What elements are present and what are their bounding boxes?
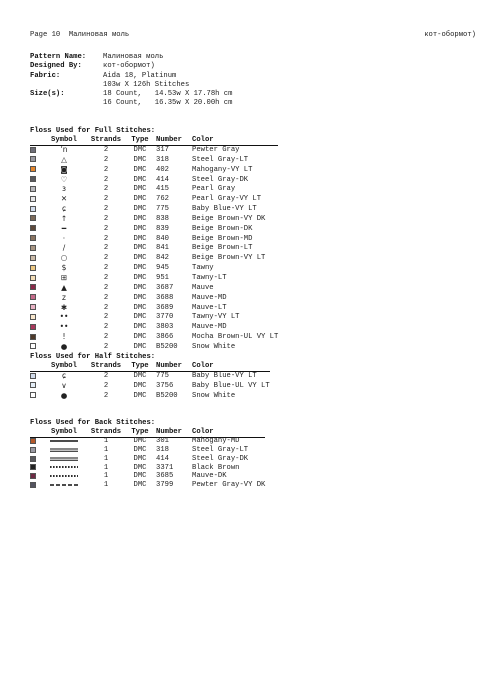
swatch-cell	[30, 473, 42, 482]
swatch-cell	[30, 264, 42, 274]
stitch-symbol: ○	[60, 253, 68, 263]
floss-type: DMC	[133, 195, 147, 204]
floss-row	[30, 166, 278, 176]
strands-value: 2	[103, 234, 109, 243]
swatch-cell	[30, 323, 42, 333]
color-swatch	[30, 265, 36, 271]
swatch-cell	[30, 156, 42, 166]
color-swatch	[30, 456, 36, 462]
floss-color-name: Tawny-VY LT	[192, 313, 240, 322]
stitch-symbol: ▲	[61, 282, 67, 292]
floss-number: 317	[156, 146, 169, 154]
floss-row	[30, 464, 265, 473]
col-color: Color	[192, 136, 214, 144]
designer-name: кот-обормот)	[103, 62, 155, 71]
fabric-type: Aida 18, Platinum	[103, 71, 177, 80]
stitch-symbol: ↑	[60, 213, 68, 223]
floss-row	[30, 225, 278, 235]
strands-value: 2	[103, 205, 109, 214]
color-swatch	[30, 438, 36, 444]
stitch-symbol: △	[61, 154, 67, 164]
col-type: Type	[131, 428, 149, 436]
color-swatch	[30, 245, 36, 251]
swatch-cell	[30, 254, 42, 264]
page-number: Page 10	[30, 31, 61, 39]
floss-color-name: Snow White	[192, 391, 236, 400]
symbol-cell	[42, 392, 86, 402]
color-swatch	[30, 482, 36, 488]
floss-number: 3799	[156, 481, 174, 490]
floss-color-name: Pewter Gray	[192, 146, 240, 154]
col-symbol: Symbol	[51, 136, 77, 144]
floss-color-name: Steel Gray-DK	[192, 175, 249, 184]
swatch-cell	[30, 382, 42, 392]
floss-color-name: Black Brown	[192, 463, 240, 472]
strands-value: 2	[103, 342, 109, 351]
page-header	[30, 31, 129, 39]
color-swatch	[30, 176, 36, 182]
floss-color-name: Baby Blue-VY LT	[192, 372, 257, 380]
back-stitches-title: Floss Used for Back Stitches:	[30, 419, 156, 427]
floss-type: DMC	[133, 264, 147, 273]
strands-value: 2	[103, 283, 109, 292]
swatch-cell	[30, 333, 42, 343]
color-swatch	[30, 255, 36, 261]
floss-color-name: Beige Brown-MD	[192, 234, 253, 243]
half-stitches-title: Floss Used for Half Stitches:	[30, 353, 156, 361]
swatch-cell	[30, 482, 42, 491]
col-type: Type	[131, 362, 149, 370]
floss-type: DMC	[133, 254, 147, 263]
backstitch-line-icon	[50, 464, 78, 470]
floss-row	[30, 244, 278, 254]
backstitch-line-icon	[50, 438, 78, 444]
floss-color-name: Mauve-DK	[192, 472, 227, 481]
floss-number: 951	[156, 273, 169, 282]
col-color: Color	[192, 428, 214, 436]
floss-color-name: Beige Brown-LT	[192, 244, 253, 253]
strands-value: 2	[103, 323, 109, 332]
color-swatch	[30, 464, 36, 470]
floss-number: B5200	[156, 391, 178, 400]
floss-type: DMC	[133, 446, 147, 455]
swatch-cell	[30, 274, 42, 284]
floss-row	[30, 456, 265, 465]
swatch-cell	[30, 235, 42, 245]
floss-number: 775	[156, 372, 169, 380]
fabric-label: Fabric:	[30, 71, 61, 80]
floss-type: DMC	[133, 333, 147, 342]
swatch-cell	[30, 215, 42, 225]
col-strands: Strands	[90, 136, 122, 144]
floss-number: 3371	[156, 463, 174, 472]
floss-number: 838	[156, 214, 169, 223]
floss-type: DMC	[133, 313, 147, 322]
floss-number: 3770	[156, 313, 174, 322]
floss-row	[30, 333, 278, 343]
floss-type: DMC	[133, 372, 147, 380]
strands-value: 1	[103, 454, 109, 463]
swatch-cell	[30, 438, 42, 447]
strands-value: 2	[103, 293, 109, 302]
floss-type: DMC	[133, 293, 147, 302]
strands-value: 1	[103, 446, 109, 455]
color-swatch	[30, 147, 36, 153]
color-swatch	[30, 225, 36, 231]
floss-color-name: Pewter Gray-VY DK	[192, 481, 266, 490]
floss-number: 301	[156, 437, 169, 446]
swatch-cell	[30, 176, 42, 186]
col-number: Number	[156, 136, 182, 144]
floss-color-name: Tawny-LT	[192, 273, 227, 282]
floss-type: DMC	[133, 303, 147, 312]
stitch-symbol: ɜ	[62, 184, 66, 194]
floss-color-name: Steel Gray-DK	[192, 454, 249, 463]
half-stitches-table	[30, 362, 270, 402]
strands-value: 2	[103, 273, 109, 282]
color-swatch	[30, 304, 36, 310]
col-symbol: Symbol	[51, 362, 77, 370]
stitch-symbol: ••	[59, 312, 69, 322]
floss-type: DMC	[133, 155, 147, 164]
stitch-symbol: ∕	[62, 243, 66, 253]
floss-type: DMC	[133, 381, 147, 390]
floss-row	[30, 274, 278, 284]
floss-number: 415	[156, 185, 169, 194]
floss-color-name: Mahogany-MD	[192, 437, 240, 446]
floss-type: DMC	[133, 437, 147, 446]
floss-number: 318	[156, 446, 169, 455]
floss-color-name: Mauve-LT	[192, 303, 227, 312]
backstitch-line-icon	[50, 473, 78, 479]
col-number: Number	[156, 428, 182, 436]
strands-value: 2	[103, 195, 109, 204]
symbol-cell	[42, 447, 86, 456]
strands-value: 1	[103, 481, 109, 490]
stitch-symbol: ••	[59, 322, 69, 332]
strands-value: 2	[103, 303, 109, 312]
floss-color-name: Pearl Gray-VY LT	[192, 195, 262, 204]
floss-type: DMC	[133, 481, 147, 490]
floss-type: DMC	[133, 214, 147, 223]
symbol-cell	[42, 343, 86, 353]
floss-color-name: Steel Gray-LT	[192, 155, 249, 164]
floss-color-name: Steel Gray-LT	[192, 446, 249, 455]
swatch-cell	[30, 225, 42, 235]
stitch-symbol: !	[62, 332, 66, 342]
floss-type: DMC	[133, 454, 147, 463]
floss-row	[30, 195, 278, 205]
floss-color-name: Baby Blue-VY LT	[192, 205, 257, 214]
swatch-cell	[30, 304, 42, 314]
floss-type: DMC	[133, 165, 147, 174]
back-stitches-table	[30, 428, 265, 491]
floss-row	[30, 392, 270, 402]
color-swatch	[30, 284, 36, 290]
strands-value: 2	[103, 264, 109, 273]
color-swatch	[30, 447, 36, 453]
col-type: Type	[131, 136, 149, 144]
floss-color-name: Snow White	[192, 342, 236, 351]
color-swatch	[30, 343, 36, 349]
pattern-name-label: Pattern Name:	[30, 53, 87, 61]
strands-value: 2	[103, 391, 109, 400]
floss-color-name: Beige Brown-VY LT	[192, 254, 266, 263]
floss-color-name: Pearl Gray	[192, 185, 236, 194]
stitch-symbol: ♡	[60, 174, 68, 184]
col-color: Color	[192, 362, 214, 370]
color-swatch	[30, 215, 36, 221]
color-swatch	[30, 186, 36, 192]
size-label: Size(s):	[30, 90, 65, 99]
backstitch-line-icon	[50, 482, 78, 488]
symbol-cell	[42, 473, 86, 482]
stitch-symbol: ◙	[60, 164, 68, 174]
floss-row	[30, 294, 278, 304]
back-stitches-rows	[30, 438, 265, 491]
symbol-cell	[42, 464, 86, 473]
strands-value: 2	[103, 224, 109, 233]
floss-color-name: Tawny	[192, 264, 214, 273]
floss-color-name: Mauve	[192, 283, 214, 292]
floss-row	[30, 323, 278, 333]
floss-type: DMC	[133, 283, 147, 292]
floss-type: DMC	[133, 463, 147, 472]
strands-value: 2	[103, 165, 109, 174]
floss-number: 3756	[156, 381, 174, 390]
floss-number: 840	[156, 234, 169, 243]
stitch-symbol: ✕	[60, 194, 68, 204]
designed-by-label: Designed By:	[30, 62, 82, 71]
floss-row	[30, 343, 278, 353]
color-swatch	[30, 473, 36, 479]
strands-value: 2	[103, 244, 109, 253]
size-16-count: 16 Count, 16.35w X 20.00h cm	[103, 99, 233, 108]
floss-row	[30, 284, 278, 294]
floss-row	[30, 185, 278, 195]
floss-type: DMC	[133, 185, 147, 194]
floss-type: DMC	[133, 234, 147, 243]
swatch-cell	[30, 205, 42, 215]
swatch-cell	[30, 392, 42, 402]
floss-number: 3685	[156, 472, 174, 481]
color-swatch	[30, 382, 36, 388]
swatch-cell	[30, 294, 42, 304]
color-swatch	[30, 334, 36, 340]
floss-number: 841	[156, 244, 169, 253]
stitch-symbol: ∨	[61, 380, 67, 390]
floss-row	[30, 254, 278, 264]
floss-color-name: Mauve-MD	[192, 323, 227, 332]
full-stitches-section	[30, 127, 278, 353]
pattern-info	[30, 53, 232, 109]
fabric-stitches: 103w X 126h Stitches	[103, 80, 190, 89]
strands-value: 2	[103, 381, 109, 390]
floss-color-name: Beige Brown-VY DK	[192, 214, 266, 223]
stitch-symbol: ʼn	[60, 145, 68, 154]
full-stitches-table	[30, 136, 278, 353]
floss-type: DMC	[133, 146, 147, 154]
stitch-symbol: ━	[61, 223, 67, 233]
floss-row	[30, 176, 278, 186]
stitch-symbol: ɕ	[61, 371, 67, 380]
floss-row	[30, 482, 265, 491]
stitch-symbol: ⊞	[60, 272, 68, 282]
color-swatch	[30, 275, 36, 281]
floss-color-name: Beige Brown-DK	[192, 224, 253, 233]
col-symbol: Symbol	[51, 428, 77, 436]
strands-value: 2	[103, 313, 109, 322]
color-swatch	[30, 196, 36, 202]
color-swatch	[30, 156, 36, 162]
swatch-cell	[30, 284, 42, 294]
floss-number: 945	[156, 264, 169, 273]
floss-number: 414	[156, 454, 169, 463]
floss-color-name: Mauve-MD	[192, 293, 227, 302]
floss-type: DMC	[133, 273, 147, 282]
full-stitches-title: Floss Used for Full Stitches:	[30, 127, 156, 135]
color-swatch	[30, 373, 36, 379]
stitch-symbol: ·	[62, 233, 66, 243]
swatch-cell	[30, 464, 42, 473]
backstitch-line-icon	[50, 447, 78, 453]
color-swatch	[30, 235, 36, 241]
swatch-cell	[30, 343, 42, 353]
floss-number: 318	[156, 155, 169, 164]
floss-number: 3687	[156, 283, 174, 292]
table-header-row	[30, 428, 265, 438]
swatch-cell	[30, 313, 42, 323]
symbol-cell	[42, 438, 86, 447]
strands-value: 1	[103, 463, 109, 472]
half-stitches-rows	[30, 372, 270, 402]
floss-row	[30, 215, 278, 225]
floss-number: 402	[156, 165, 169, 174]
floss-row	[30, 235, 278, 245]
col-strands: Strands	[90, 362, 122, 370]
strands-value: 2	[103, 254, 109, 263]
stitch-symbol: ●	[60, 390, 68, 400]
pattern-name: Малиновая моль	[103, 53, 164, 61]
page-header-title: Малиновая моль	[68, 31, 130, 39]
strands-value: 2	[103, 155, 109, 164]
strands-value: 2	[103, 214, 109, 223]
floss-type: DMC	[133, 205, 147, 214]
stitch-symbol: z	[62, 292, 66, 302]
color-swatch	[30, 206, 36, 212]
strands-value: 2	[103, 333, 109, 342]
swatch-cell	[30, 244, 42, 254]
full-stitches-rows	[30, 146, 278, 353]
color-swatch	[30, 314, 36, 320]
color-swatch	[30, 392, 36, 398]
stitch-symbol: $	[61, 263, 67, 273]
strands-value: 2	[103, 175, 109, 184]
page-header-author: кот-обормот)	[424, 31, 476, 39]
color-swatch	[30, 294, 36, 300]
col-number: Number	[156, 362, 182, 370]
floss-number: B5200	[156, 342, 178, 351]
size-18-count: 18 Count, 14.53w X 17.78h cm	[103, 90, 233, 99]
floss-color-name: Baby Blue-UL VY LT	[192, 381, 270, 390]
back-stitches-section	[30, 419, 265, 491]
floss-row	[30, 264, 278, 274]
strands-value: 1	[103, 437, 109, 446]
color-swatch	[30, 166, 36, 172]
strands-value: 2	[103, 372, 109, 380]
symbol-cell	[42, 456, 86, 465]
half-stitches-section	[30, 353, 270, 402]
floss-type: DMC	[133, 391, 147, 400]
symbol-cell	[42, 482, 86, 491]
floss-number: 3866	[156, 333, 174, 342]
stitch-symbol: ●	[60, 341, 68, 351]
floss-number: 3688	[156, 293, 174, 302]
col-strands: Strands	[90, 428, 122, 436]
swatch-cell	[30, 447, 42, 456]
strands-value: 2	[103, 185, 109, 194]
floss-number: 775	[156, 205, 169, 214]
backstitch-line-icon	[50, 456, 78, 462]
swatch-cell	[30, 146, 42, 156]
floss-row	[30, 205, 278, 215]
floss-type: DMC	[133, 244, 147, 253]
floss-row	[30, 146, 278, 156]
floss-color-name: Mocha Brown-UL VY LT	[192, 333, 279, 342]
swatch-cell	[30, 456, 42, 465]
floss-number: 3803	[156, 323, 174, 332]
strands-value: 1	[103, 472, 109, 481]
floss-number: 762	[156, 195, 169, 204]
swatch-cell	[30, 372, 42, 382]
floss-number: 414	[156, 175, 169, 184]
floss-number: 839	[156, 224, 169, 233]
floss-type: DMC	[133, 175, 147, 184]
floss-type: DMC	[133, 224, 147, 233]
floss-color-name: Mahogany-VY LT	[192, 165, 253, 174]
swatch-cell	[30, 195, 42, 205]
floss-type: DMC	[133, 342, 147, 351]
swatch-cell	[30, 185, 42, 195]
floss-type: DMC	[133, 472, 147, 481]
stitch-symbol: ɕ	[61, 204, 67, 214]
swatch-cell	[30, 166, 42, 176]
floss-number: 842	[156, 254, 169, 263]
floss-type: DMC	[133, 323, 147, 332]
stitch-symbol: ✱	[60, 302, 68, 312]
floss-number: 3689	[156, 303, 174, 312]
color-swatch	[30, 324, 36, 330]
strands-value: 2	[103, 146, 109, 154]
